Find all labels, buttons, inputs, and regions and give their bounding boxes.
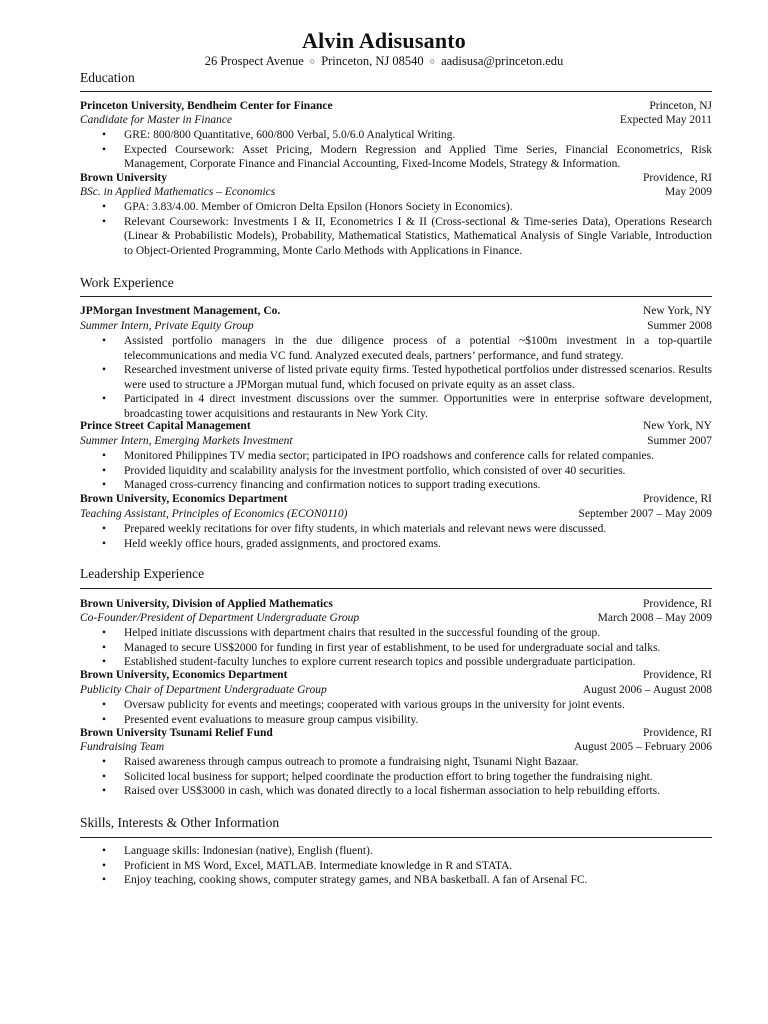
list-item: • GRE: 800/800 Quantitative, 600/800 Verbal, 5.0/6.0 Analytical Writing. — [102, 129, 456, 141]
section-divider — [80, 588, 712, 589]
section-title-skills: Skills, Interests & Other Information — [80, 815, 280, 830]
date: March 2008 – May 2009 — [597, 612, 712, 624]
entry-header — [80, 726, 712, 741]
role: Candidate for Master in Finance — [80, 114, 233, 126]
entry-subheader — [80, 507, 712, 522]
entry-header — [80, 171, 712, 186]
contact-line — [0, 54, 768, 69]
role: Fundraising Team — [80, 741, 165, 753]
list-item: • Enjoy teaching, cooking shows, computer strategy games, and NBA basketball. A fan of Arsenal FC. — [102, 874, 588, 887]
location: New York, NY — [642, 305, 712, 317]
date: Summer 2008 — [647, 320, 712, 332]
bullet-list — [102, 449, 712, 493]
bullet-list — [102, 522, 712, 551]
list-item: • Expected Coursework: Asset Pricing, Modern Regression and Applied Time Series, Financial Econometrics, Risk Management, Corporate Finance and Financial Accounting, Fixed-Income Models, Strategy & Information. — [102, 143, 712, 171]
organization: Brown University Tsunami Relief Fund — [80, 727, 273, 739]
organization: Princeton University, Bendheim Center for Finance — [80, 100, 333, 112]
organization: Brown University, Division of Applied Mathematics — [80, 598, 333, 610]
bullet-list — [102, 626, 712, 670]
entry-subheader — [80, 319, 712, 334]
section-divider — [80, 837, 712, 838]
date: August 2006 – August 2008 — [582, 684, 712, 696]
entry-header — [80, 419, 712, 434]
organization: Brown University, Economics Department — [80, 493, 288, 505]
organization: Brown University — [80, 172, 167, 184]
entry-header — [80, 492, 712, 507]
date: Expected May 2011 — [619, 114, 712, 126]
role: BSc. in Applied Mathematics – Economics — [80, 186, 276, 198]
role: Summer Intern, Private Equity Group — [80, 320, 254, 332]
entry-subheader — [80, 683, 712, 698]
section-title-education: Education — [80, 70, 135, 85]
entry-header — [80, 304, 712, 319]
section-title-work: Work Experience — [80, 275, 174, 290]
list-item: • Relevant Coursework: Investments I & II, Econometrics I & II (Cross-sectional & Time-series Data), Operations Research (Linear & Probabilistic Models), Probability, Mathematical Statistics, Mathematical Analysis of Single Variable, Introduction to Object-Oriented Programming, Monte Carlo Methods with Applications in Finance. — [102, 215, 712, 257]
organization: JPMorgan Investment Management, Co. — [80, 305, 281, 317]
list-item: • Proficient in MS Word, Excel, MATLAB. Intermediate knowledge in R and STATA. — [102, 859, 513, 872]
list-item: • Language skills: Indonesian (native), English (fluent). — [102, 845, 373, 857]
location: Providence, RI — [643, 598, 712, 610]
list-item: • GPA: 3.83/4.00. Member of Omicron Delta Epsilon (Honors Society in Economics). — [102, 201, 513, 213]
organization: Prince Street Capital Management — [80, 420, 251, 432]
separator-circle-icon: ○ — [429, 56, 436, 66]
list-item: • Researched investment universe of listed private equity firms. Tested hypothetical portfolios under distressed scenarios. Results were used to structure a JPMorgan mutual fund, which focused on private equity as an asset class. — [102, 364, 712, 391]
location: Princeton, NJ — [649, 100, 712, 112]
date: August 2005 – February 2006 — [574, 741, 712, 753]
list-item: • Monitored Philippines TV media sector; participated in IPO roadshows and conference calls for related companies. — [102, 450, 655, 462]
date: May 2009 — [665, 186, 712, 198]
entry-header — [80, 597, 712, 612]
entry-subheader — [80, 185, 712, 200]
entry-subheader — [80, 740, 712, 755]
date: September 2007 – May 2009 — [578, 508, 712, 520]
list-item: • Raised over US$3000 in cash, which was donated directly to a local fisherman association to help rebuilding efforts. — [102, 785, 661, 798]
bullet-list — [102, 698, 712, 727]
email: aadisusa@princeton.edu — [441, 54, 564, 68]
location: Providence, RI — [643, 669, 712, 681]
section-divider — [80, 91, 712, 92]
list-item: • Managed cross-currency financing and confirmation notices to support trading executions. — [102, 479, 541, 492]
role: Co-Founder/President of Department Undergraduate Group — [80, 612, 360, 624]
list-item: • Established student-faculty lunches to explore current research topics and possible undergraduate participation. — [102, 656, 636, 669]
list-item: • Prepared weekly recitations for over fifty students, in which materials and relevant news were discussed. — [102, 523, 607, 535]
location: Providence, RI — [643, 172, 712, 184]
date: Summer 2007 — [647, 435, 712, 447]
list-item: • Presented event evaluations to measure group campus visibility. — [102, 713, 419, 726]
list-item: • Provided liquidity and scalability analysis for the investment portfolio, which consisted of over 40 securities. — [102, 464, 626, 477]
list-item: • Held weekly office hours, graded assignments, and proctored exams. — [102, 537, 441, 550]
list-item: • Managed to secure US$2000 for funding in first year of establishment, to be used for undergraduate social and talks. — [102, 641, 661, 654]
entry-subheader — [80, 113, 712, 128]
role: Publicity Chair of Department Undergraduate Group — [80, 684, 327, 696]
organization: Brown University, Economics Department — [80, 669, 288, 681]
list-item: • Oversaw publicity for events and meetings; cooperated with various groups in the university for joint events. — [102, 699, 625, 711]
role: Summer Intern, Emerging Markets Investment — [80, 435, 293, 447]
separator-circle-icon: ○ — [309, 56, 316, 66]
bullet-list — [102, 128, 712, 172]
entry-header — [80, 99, 712, 114]
entry-subheader — [80, 611, 712, 626]
list-item: • Helped initiate discussions with department chairs that resulted in the successful founding of the group. — [102, 627, 601, 639]
address: 26 Prospect Avenue — [204, 54, 304, 68]
section-title-leadership: Leadership Experience — [80, 566, 205, 581]
role: Teaching Assistant, Principles of Economics (ECON0110) — [80, 508, 348, 520]
location: Providence, RI — [643, 493, 712, 505]
bullet-list — [102, 844, 712, 888]
location: Providence, RI — [643, 727, 712, 739]
entry-subheader — [80, 434, 712, 449]
section-divider — [80, 296, 712, 297]
bullet-list — [102, 200, 712, 258]
list-item: • Participated in 4 direct investment discussions over the summer. Opportunities were in enterprise software development, broadcasting tower acquisitions and restaurants in New York City. — [102, 393, 712, 420]
list-item: • Solicited local business for support; helped coordinate the production effort to bring together the fundraising night. — [102, 770, 653, 783]
location: New York, NY — [642, 420, 712, 432]
entry-header — [80, 668, 712, 683]
candidate-name: Alvin Adisusanto — [302, 28, 466, 53]
city: Princeton, NJ 08540 — [321, 54, 424, 68]
bullet-list — [102, 334, 712, 422]
list-item: • Raised awareness through campus outreach to promote a fundraising night, Tsunami Night Bazaar. — [102, 756, 579, 768]
bullet-list — [102, 755, 712, 799]
list-item: • Assisted portfolio managers in the due diligence process of a potential ~$100m investment in a top-quartile telecommunications and media VC fund. Analyzed executed deals, partners’ performance, and fund strategy. — [102, 335, 712, 362]
